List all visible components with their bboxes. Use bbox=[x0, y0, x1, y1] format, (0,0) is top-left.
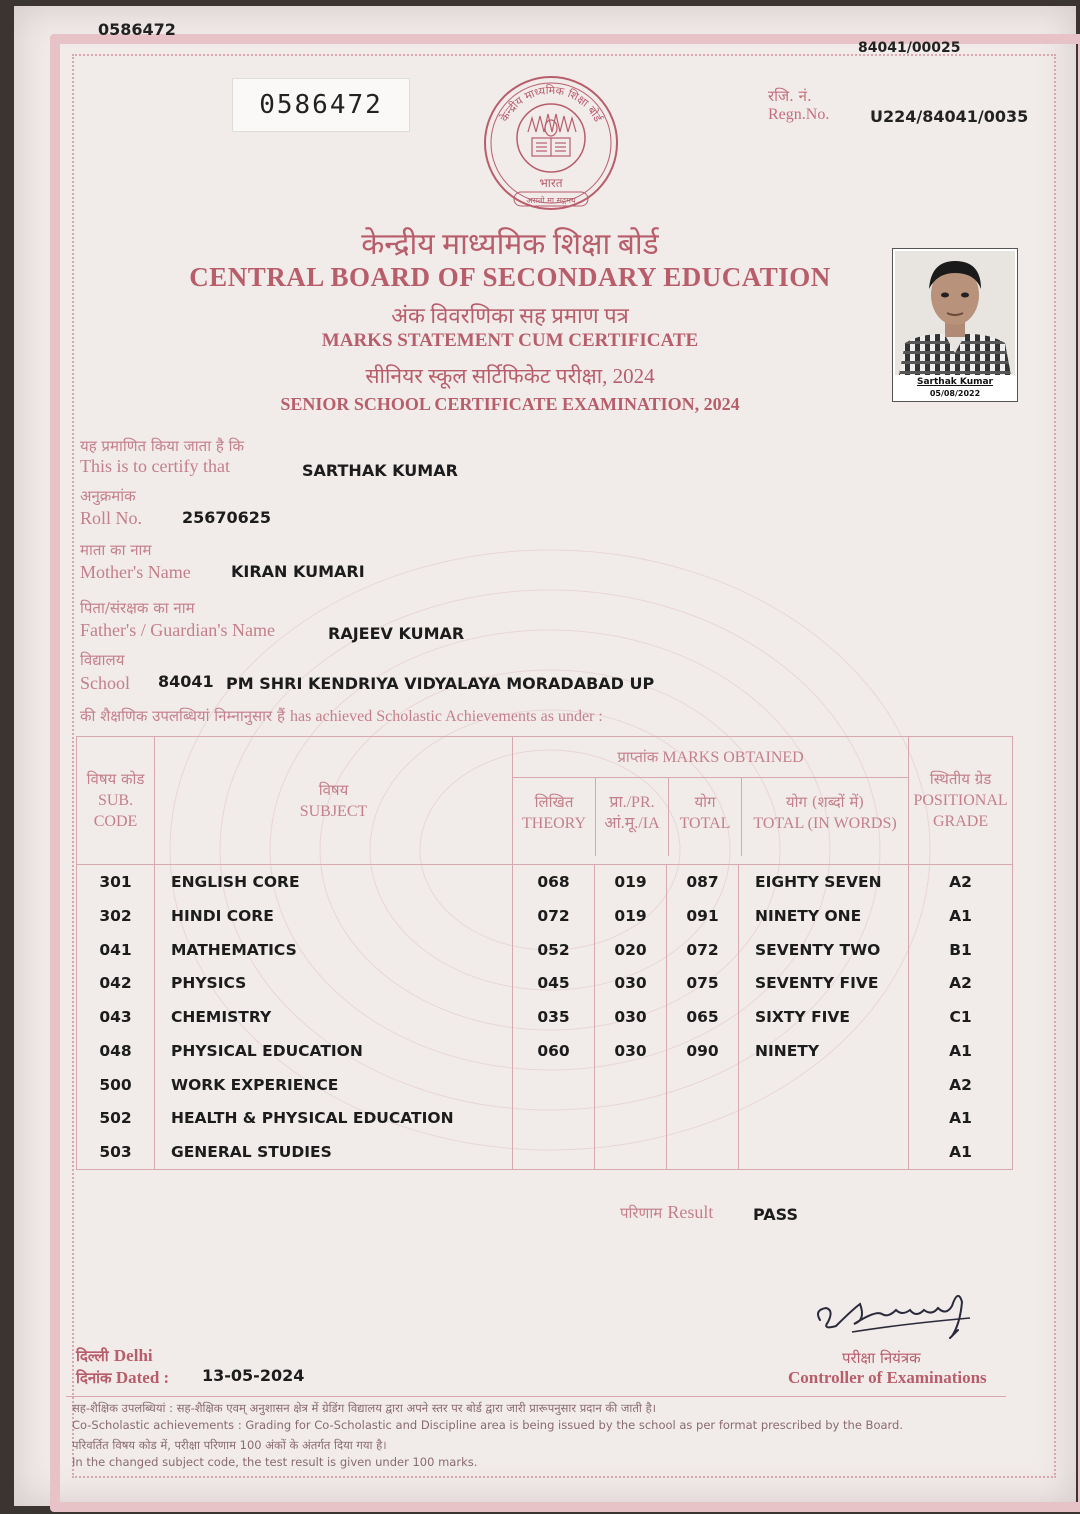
theory-marks bbox=[513, 1135, 595, 1169]
footnote-4: In the changed subject code, the test result is given under 100 marks. bbox=[72, 1455, 478, 1469]
serial-number-top: 0586472 bbox=[98, 20, 176, 39]
marks-body bbox=[77, 865, 1013, 1169]
header-total-words bbox=[742, 778, 908, 856]
positional-grade: A2 bbox=[909, 1068, 1013, 1102]
date-label bbox=[76, 1368, 169, 1388]
mother-name: KIRAN KUMARI bbox=[231, 562, 365, 581]
total-marks: 087 bbox=[667, 865, 739, 899]
header-total-en: TOTAL bbox=[679, 815, 731, 832]
total-in-words: NINETY ONE bbox=[739, 899, 909, 933]
practical-marks: 020 bbox=[595, 933, 667, 967]
total-in-words: SEVENTY FIVE bbox=[739, 967, 909, 1001]
date-label-en: Dated : bbox=[115, 1368, 170, 1387]
total-in-words bbox=[739, 1101, 909, 1135]
controller-title-hindi: परीक्षा नियंत्रक bbox=[842, 1349, 921, 1367]
subject-name: CHEMISTRY bbox=[155, 1000, 513, 1034]
table-row bbox=[77, 1068, 1013, 1102]
total-marks: 090 bbox=[667, 1034, 739, 1068]
roll-label-hindi: अनुक्रमांक bbox=[80, 487, 136, 505]
practical-marks: 019 bbox=[595, 899, 667, 933]
header-words-en: TOTAL (IN WORDS) bbox=[753, 815, 897, 832]
subject-name: PHYSICS bbox=[155, 967, 513, 1001]
practical-marks: 030 bbox=[595, 967, 667, 1001]
issue-date: 13-05-2024 bbox=[202, 1366, 305, 1385]
header-marks bbox=[513, 737, 908, 778]
header-marks-group bbox=[513, 737, 909, 865]
header-theory-hindi: लिखित bbox=[534, 793, 574, 811]
seal-text: केन्द्रीय माध्यमिक शिक्षा बोर्ड bbox=[497, 83, 605, 124]
father-label-hindi: पिता/संरक्षक का नाम bbox=[80, 599, 195, 617]
header-marks-hindi: प्राप्तांक bbox=[617, 748, 659, 766]
total-marks: 065 bbox=[667, 1000, 739, 1034]
roll-label: Roll No. bbox=[80, 508, 143, 528]
marks-table bbox=[76, 736, 1013, 1170]
footer-divider bbox=[66, 1396, 1006, 1397]
board-name-hindi: केन्द्रीय माध्यमिक शिक्षा बोर्ड bbox=[361, 228, 659, 261]
positional-grade: A2 bbox=[909, 967, 1013, 1001]
table-row bbox=[77, 899, 1013, 933]
positional-grade: B1 bbox=[909, 933, 1013, 967]
place bbox=[76, 1346, 153, 1366]
practical-marks bbox=[595, 1101, 667, 1135]
header-total-hindi: योग bbox=[694, 793, 716, 811]
subject-name: PHYSICAL EDUCATION bbox=[155, 1034, 513, 1068]
exam-title-hindi: सीनियर स्कूल सर्टिफिकेट परीक्षा, 2024 bbox=[365, 364, 655, 388]
header-grade-en1: POSITIONAL bbox=[913, 792, 1008, 810]
footnote-2: Co-Scholastic achievements : Grading for Co-Scholastic and Discipline area is being issued by the school as per format prescribed by the Board. bbox=[72, 1418, 904, 1432]
positional-grade: A1 bbox=[909, 1034, 1013, 1068]
seal-motto: असतो मा सद्गमय bbox=[526, 196, 576, 205]
controller-title: Controller of Examinations bbox=[788, 1368, 987, 1387]
practical-marks: 019 bbox=[595, 865, 667, 899]
father-label: Father's / Guardian's Name bbox=[80, 620, 275, 640]
total-marks: 091 bbox=[667, 899, 739, 933]
practical-marks bbox=[595, 1068, 667, 1102]
result-value: PASS bbox=[753, 1205, 798, 1224]
total-in-words bbox=[739, 1068, 909, 1102]
regn-label-hindi: रजि. नं. bbox=[768, 87, 812, 105]
practical-marks: 030 bbox=[595, 1000, 667, 1034]
theory-marks bbox=[513, 1068, 595, 1102]
total-in-words: NINETY bbox=[739, 1034, 909, 1068]
header-subject-hindi: विषय bbox=[318, 780, 349, 799]
total-marks bbox=[667, 1068, 739, 1102]
total-in-words: SIXTY FIVE bbox=[739, 1000, 909, 1034]
student-photo bbox=[892, 248, 1018, 402]
practical-marks: 030 bbox=[595, 1034, 667, 1068]
cbse-seal-icon bbox=[480, 72, 622, 214]
subject-name: GENERAL STUDIES bbox=[155, 1135, 513, 1169]
total-marks bbox=[667, 1135, 739, 1169]
header-grade-en2: GRADE bbox=[932, 813, 989, 831]
photo-caption-date: 05/08/2022 bbox=[929, 389, 981, 398]
achievement-line bbox=[80, 706, 603, 726]
table-row bbox=[77, 967, 1013, 1001]
header-words-hindi: योग (शब्दों में) bbox=[785, 793, 865, 811]
table-row bbox=[77, 1034, 1013, 1068]
school-name: PM SHRI KENDRIYA VIDYALAYA MORADABAD UP bbox=[226, 674, 655, 693]
subject-code: 301 bbox=[77, 865, 155, 899]
photo-caption-name: Sarthak Kumar bbox=[916, 377, 993, 387]
result-label-hindi: परिणाम bbox=[620, 1204, 663, 1222]
theory-marks bbox=[513, 1101, 595, 1135]
subject-code: 048 bbox=[77, 1034, 155, 1068]
exam-title: SENIOR SCHOOL CERTIFICATE EXAMINATION, 2024 bbox=[280, 394, 740, 414]
theory-marks: 035 bbox=[513, 1000, 595, 1034]
header-grade bbox=[909, 737, 1013, 865]
subject-name: HEALTH & PHYSICAL EDUCATION bbox=[155, 1101, 513, 1135]
positional-grade: A1 bbox=[909, 899, 1013, 933]
mother-label-hindi: माता का नाम bbox=[80, 541, 152, 559]
place-hindi: दिल्ली bbox=[76, 1347, 109, 1365]
total-marks: 072 bbox=[667, 933, 739, 967]
subject-code: 500 bbox=[77, 1068, 155, 1102]
reference-number-top: 84041/00025 bbox=[858, 40, 961, 56]
table-row bbox=[77, 1101, 1013, 1135]
header-code-en2: CODE bbox=[93, 813, 138, 831]
header-theory bbox=[513, 778, 596, 856]
subject-code: 502 bbox=[77, 1101, 155, 1135]
seal-country: भारत bbox=[539, 176, 563, 190]
subject-code: 043 bbox=[77, 1000, 155, 1034]
document-title: MARKS STATEMENT CUM CERTIFICATE bbox=[321, 330, 699, 351]
subject-name: WORK EXPERIENCE bbox=[155, 1068, 513, 1102]
achievement-label: has achieved Scholastic Achievements as under : bbox=[290, 708, 603, 725]
subject-code: 302 bbox=[77, 899, 155, 933]
header-practical bbox=[596, 778, 669, 856]
header-total bbox=[669, 778, 742, 856]
document-title-hindi: अंक विवरणिका सह प्रमाण पत्र bbox=[391, 303, 629, 328]
achievement-label-hindi: की शैक्षणिक उपलब्धियां निम्नानुसार हैं bbox=[80, 707, 285, 725]
table-filler-row bbox=[77, 1169, 1013, 1170]
certify-label-hindi: यह प्रमाणित किया जाता है कि bbox=[80, 437, 244, 455]
total-in-words: SEVENTY TWO bbox=[739, 933, 909, 967]
student-portrait-icon bbox=[895, 251, 1015, 375]
serial-number-box: 0586472 bbox=[232, 78, 410, 132]
header-marks-en: MARKS OBTAINED bbox=[662, 749, 804, 766]
board-name: CENTRAL BOARD OF SECONDARY EDUCATION bbox=[189, 262, 831, 292]
subject-name: MATHEMATICS bbox=[155, 933, 513, 967]
positional-grade: A2 bbox=[909, 865, 1013, 899]
mother-label: Mother's Name bbox=[80, 562, 191, 582]
table-row bbox=[77, 865, 1013, 899]
theory-marks: 052 bbox=[513, 933, 595, 967]
header-code-en1: SUB. bbox=[97, 792, 134, 810]
certify-label: This is to certify that bbox=[80, 456, 230, 476]
footnote-3: परिवर्तित विषय कोड में, परीक्षा परिणाम 100 अंकों के अंतर्गत दिया गया है। bbox=[72, 1438, 387, 1452]
school-label: School bbox=[80, 673, 131, 693]
table-row bbox=[77, 1135, 1013, 1169]
subject-code: 503 bbox=[77, 1135, 155, 1169]
student-name: SARTHAK KUMAR bbox=[302, 461, 458, 480]
regn-number: U224/84041/0035 bbox=[870, 107, 1029, 126]
place-en: Delhi bbox=[113, 1346, 153, 1365]
table-row bbox=[77, 933, 1013, 967]
total-marks bbox=[667, 1101, 739, 1135]
table-row bbox=[77, 1000, 1013, 1034]
header-code-hindi: विषय कोड bbox=[86, 770, 145, 789]
total-in-words: EIGHTY SEVEN bbox=[739, 865, 909, 899]
subject-code: 042 bbox=[77, 967, 155, 1001]
header-grade-hindi: स्थितीय ग्रेड bbox=[929, 770, 992, 789]
father-name: RAJEEV KUMAR bbox=[328, 624, 465, 643]
header-subject-en: SUBJECT bbox=[299, 802, 368, 820]
subject-name: ENGLISH CORE bbox=[155, 865, 513, 899]
theory-marks: 068 bbox=[513, 865, 595, 899]
header-theory-en: THEORY bbox=[522, 815, 586, 832]
regn-label: Regn.No. bbox=[768, 106, 830, 123]
theory-marks: 060 bbox=[513, 1034, 595, 1068]
roll-number: 25670625 bbox=[182, 508, 272, 527]
total-in-words bbox=[739, 1135, 909, 1169]
positional-grade: A1 bbox=[909, 1101, 1013, 1135]
date-label-hindi: दिनांक bbox=[76, 1369, 112, 1387]
theory-marks: 045 bbox=[513, 967, 595, 1001]
header-code bbox=[77, 737, 155, 865]
footnote-1: सह-शैक्षिक उपलब्धियां : सह-शैक्षिक एवम् अनुशासन क्षेत्र में ग्रेडिंग विद्यालय द्वारा अपने स्तर पर बोर्ड द्वारा जारी प्रारूपनुसार प्रदान की जाती है। bbox=[72, 1401, 657, 1415]
header-practical-bottom: आं.मू./IA bbox=[604, 815, 660, 832]
result-label-en: Result bbox=[667, 1202, 714, 1222]
positional-grade: A1 bbox=[909, 1135, 1013, 1169]
subject-name: HINDI CORE bbox=[155, 899, 513, 933]
practical-marks bbox=[595, 1135, 667, 1169]
header-practical-top: प्रा./PR. bbox=[609, 794, 655, 811]
total-marks: 075 bbox=[667, 967, 739, 1001]
subject-code: 041 bbox=[77, 933, 155, 967]
header-subject bbox=[155, 737, 513, 865]
school-label-hindi: विद्यालय bbox=[80, 651, 125, 669]
result-label bbox=[620, 1202, 713, 1223]
theory-marks: 072 bbox=[513, 899, 595, 933]
signature-icon bbox=[812, 1280, 982, 1350]
positional-grade: C1 bbox=[909, 1000, 1013, 1034]
school-code: 84041 bbox=[158, 672, 214, 691]
